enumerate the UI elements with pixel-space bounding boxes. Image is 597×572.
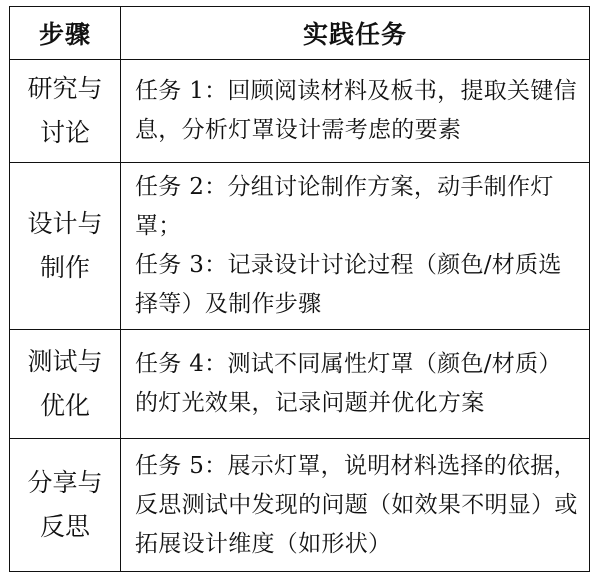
task-text: 任务 4：测试不同属性灯罩（颜色/材质）的灯光效果，记录问题并优化方案 bbox=[135, 351, 562, 416]
step-label: 分享与 bbox=[27, 468, 103, 497]
header-row bbox=[10, 7, 590, 60]
task-text: 任务 3：记录设计讨论过程（颜色/材质选择等）及制作步骤 bbox=[135, 252, 562, 317]
step-label: 反思 bbox=[39, 512, 90, 541]
step-label: 研究与 bbox=[27, 74, 103, 103]
step-cell bbox=[10, 439, 121, 572]
table-body bbox=[10, 60, 590, 572]
step-label: 讨论 bbox=[39, 118, 90, 147]
task-cell bbox=[121, 439, 590, 572]
task-text: 任务 2：分组讨论制作方案，动手制作灯罩； bbox=[135, 174, 554, 239]
table-header bbox=[10, 7, 590, 60]
task-cell bbox=[121, 60, 590, 163]
task-text: 任务 1：回顾阅读材料及板书，提取关键信息，分析灯罩设计需考虑的要素 bbox=[135, 78, 577, 143]
step-label: 测试与 bbox=[27, 347, 103, 376]
step-label: 优化 bbox=[39, 391, 90, 420]
task-text: 任务 5：展示灯罩，说明材料选择的依据，反思测试中发现的问题（如效果不明显）或拓展设计维度（如形状） bbox=[135, 452, 578, 557]
table-row bbox=[10, 330, 590, 439]
header-step: 步骤 bbox=[10, 7, 121, 60]
table-row bbox=[10, 163, 590, 330]
step-cell bbox=[10, 330, 121, 439]
table-row bbox=[10, 439, 590, 572]
step-label: 制作 bbox=[39, 253, 90, 282]
step-cell bbox=[10, 163, 121, 330]
task-cell bbox=[121, 330, 590, 439]
step-label: 设计与 bbox=[27, 209, 103, 238]
step-cell bbox=[10, 60, 121, 163]
header-task: 实践任务 bbox=[121, 7, 590, 60]
practice-task-table bbox=[9, 6, 590, 572]
task-cell bbox=[121, 163, 590, 330]
table-row bbox=[10, 60, 590, 163]
